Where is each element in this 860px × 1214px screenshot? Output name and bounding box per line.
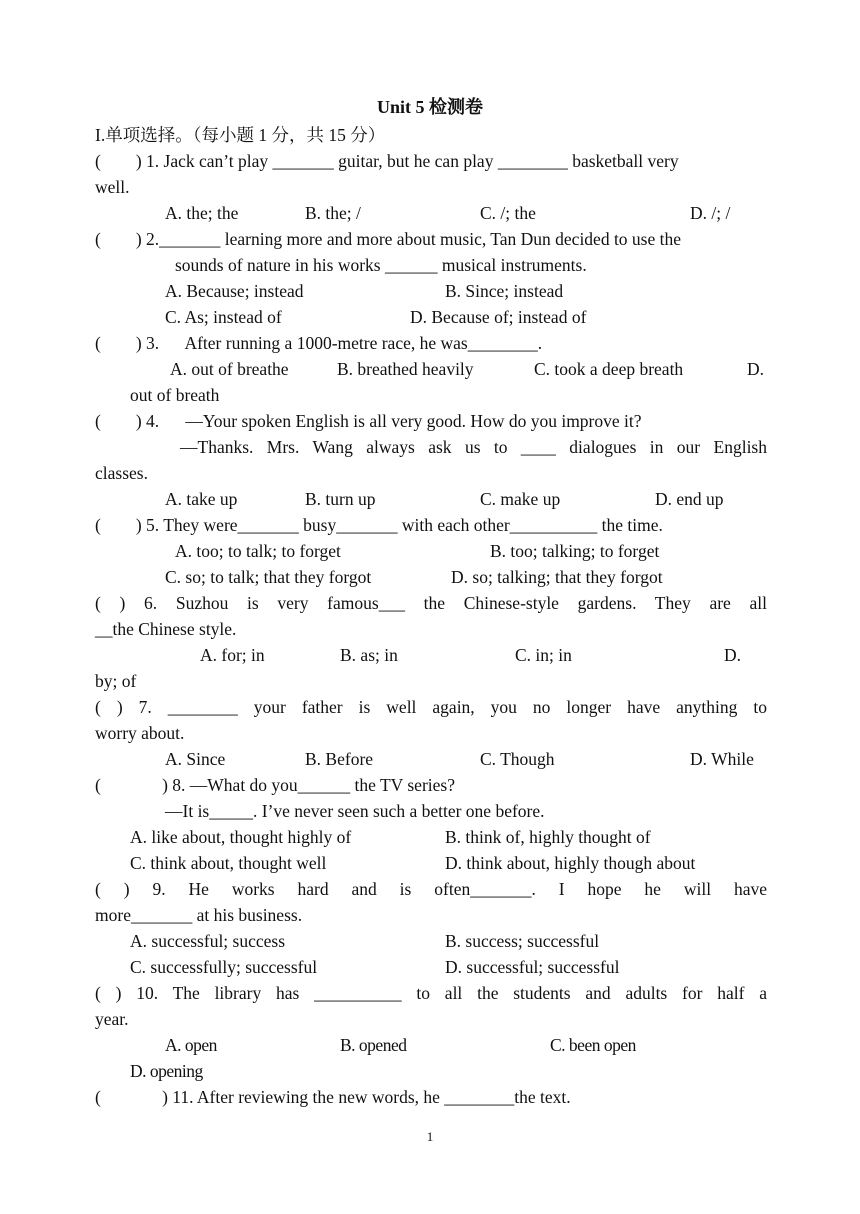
- question-2-line-2: sounds of nature in his works ______ musical instruments.: [175, 255, 587, 275]
- question-8-option-d: D. think about, highly though about: [445, 853, 696, 873]
- question-10-line-2: year.: [95, 1009, 129, 1029]
- question-7-line-1: ( ) 7. ________ your father is well again, you no longer have anything to: [95, 697, 767, 717]
- question-3-option-b: B. breathed heavily: [337, 359, 474, 379]
- question-5-option-c: C. so; to talk; that they forgot: [165, 567, 372, 587]
- question-3-option-a: A. out of breathe: [170, 359, 289, 379]
- question-4-line-2: —Thanks. Mrs. Wang always ask us to ____ dialogues in our English: [180, 437, 767, 457]
- question-6-option-d: by; of: [95, 671, 137, 691]
- question-5-line-1: ( ) 5. They were_______ busy_______ with each other__________ the time.: [95, 515, 663, 535]
- question-5-option-d: D. so; talking; that they forgot: [451, 567, 663, 587]
- question-7-line-2: worry about.: [95, 723, 185, 743]
- section-heading: I.单项选择。（每小题 1 分，共 15 分）: [95, 125, 386, 145]
- question-3-option-d: out of breath: [130, 385, 220, 405]
- question-7-option-c: C. Though: [480, 749, 555, 769]
- question-8-option-a: A. like about, thought highly of: [130, 827, 352, 847]
- question-2-option-c: C. As; instead of: [165, 307, 282, 327]
- question-1-option-b: B. the; /: [305, 203, 361, 223]
- question-6-option-b: B. as; in: [340, 645, 398, 665]
- question-1-line-1: ( ) 1. Jack can’t play _______ guitar, but he can play ________ basketball very: [95, 151, 679, 171]
- question-3-line-1: ( ) 3. After running a 1000-metre race, he was________.: [95, 333, 543, 353]
- question-2-option-b: B. Since; instead: [445, 281, 564, 301]
- question-1-option-d: D. /; /: [690, 203, 731, 223]
- question-2-line-1: ( ) 2._______ learning more and more about music, Tan Dun decided to use the: [95, 229, 682, 249]
- question-9-option-c: C. successfully; successful: [130, 957, 318, 977]
- question-4-option-c: C. make up: [480, 489, 561, 509]
- question-3-option-c: C. took a deep breath: [534, 359, 684, 379]
- question-8-line-1: ( ) 8. —What do you______ the TV series?: [95, 775, 455, 795]
- question-6-option-c: C. in; in: [515, 645, 572, 665]
- question-9-line-1: ( ) 9. He works hard and is often_______. I hope he will have: [95, 879, 767, 899]
- question-2-option-d: D. Because of; instead of: [410, 307, 587, 327]
- question-6-line-2: __the Chinese style.: [95, 619, 237, 639]
- question-6-line-1: ( ) 6. Suzhou is very famous___ the Chinese-style gardens. They are all: [95, 593, 767, 613]
- question-7-option-d: D. While: [690, 749, 754, 769]
- question-7-option-a: A. Since: [165, 749, 226, 769]
- question-6-option-d-letter: D.: [724, 645, 742, 665]
- question-4-option-a: A. take up: [165, 489, 238, 509]
- question-1-option-c: C. /; the: [480, 203, 536, 223]
- question-6-option-a: A. for; in: [200, 645, 265, 665]
- question-9-option-b: B. success; successful: [445, 931, 600, 951]
- question-4-option-d: D. end up: [655, 489, 724, 509]
- question-9-option-a: A. successful; success: [130, 931, 286, 951]
- question-10-option-b: B. opened: [340, 1035, 407, 1055]
- question-9-option-d: D. successful; successful: [445, 957, 620, 977]
- question-8-option-b: B. think of, highly thought of: [445, 827, 651, 847]
- question-11-line-1: ( ) 11. After reviewing the new words, he ________the text.: [95, 1087, 571, 1107]
- question-9-line-2: more_______ at his business.: [95, 905, 303, 925]
- question-5-option-b: B. too; talking; to forget: [490, 541, 660, 561]
- question-4-line-3: classes.: [95, 463, 148, 483]
- question-8-option-c: C. think about, thought well: [130, 853, 327, 873]
- question-4-option-b: B. turn up: [305, 489, 376, 509]
- question-2-option-a: A. Because; instead: [165, 281, 304, 301]
- question-3-option-d-letter: D.: [747, 359, 765, 379]
- question-7-option-b: B. Before: [305, 749, 374, 769]
- question-5-option-a: A. too; to talk; to forget: [175, 541, 341, 561]
- question-10-option-c: C. been open: [550, 1035, 636, 1055]
- document-title: Unit 5 检测卷: [376, 97, 483, 117]
- question-10-line-1: ( ) 10. The library has __________ to all the students and adults for half a: [95, 983, 767, 1003]
- question-10-option-d: D. opening: [130, 1061, 203, 1081]
- question-1-option-a: A. the; the: [165, 203, 239, 223]
- question-4-line-1: ( ) 4. —Your spoken English is all very good. How do you improve it?: [95, 411, 642, 431]
- question-1-line-2: well.: [95, 177, 130, 197]
- page-number: 1: [426, 1129, 434, 1144]
- question-8-line-2: —It is_____. I’ve never seen such a better one before.: [165, 801, 545, 821]
- question-10-option-a: A. open: [165, 1035, 217, 1055]
